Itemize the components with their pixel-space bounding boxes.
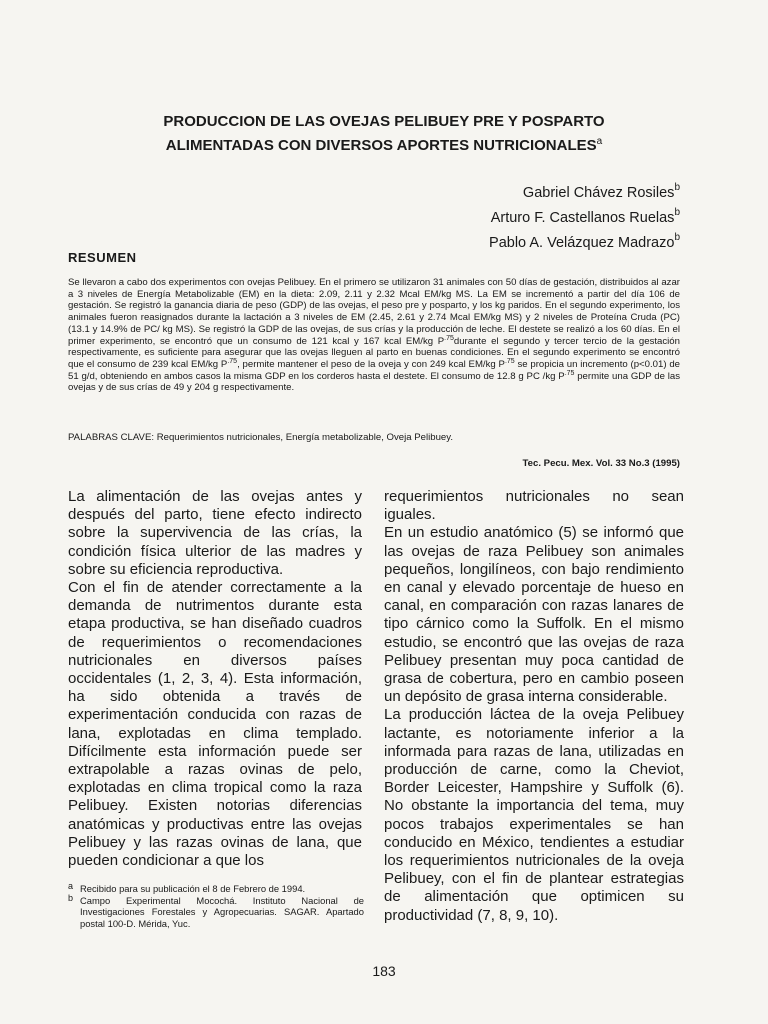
footnote-b — [68, 892, 364, 930]
abstract-part-2: durante el segundo y tercer tercio de la gestación respectivamente, es suficiente para asegurar que las ovejas lleguen al parto en buenas condiciones. En el segundo experimento se encontró que el consumo de 239 kcal EM/kg P — [68, 335, 680, 370]
abstract-heading: RESUMEN — [68, 250, 137, 265]
article-title — [100, 112, 668, 156]
title-line-2 — [100, 132, 668, 156]
exponent: .75 — [564, 369, 575, 377]
exponent: .75 — [504, 357, 515, 365]
exponent: .75 — [227, 357, 238, 365]
footnote-text: Recibido para su publicación el 8 de Febrero de 1994. — [80, 883, 306, 894]
journal-citation: Tec. Pecu. Mex. Vol. 33 No.3 (1995) — [522, 458, 680, 469]
body-paragraph: La producción láctea de la oveja Pelibuey lactante, es notoriamente inferior a la informada para razas de lana, utilizadas en producción de carne, como la Cheviot, Border Leicester, Hampshire y Suffolk (6). No obstante la importancia del tema, muy pocos trabajos experimentales se han conducido en México, tendientes a estudiar los requerimientos nutricionales de la oveja Pelibuey, con el fin de plantear estrategias de alimentación que optimicen su productividad (7, 8, 9, 10). — [384, 706, 684, 924]
body-paragraph: En un estudio anatómico (5) se informó que las ovejas de raza Pelibuey son animales pequeños, longilíneos, con bajo rendimiento en canal y elevado porcentaje de hueso en canal, en comparación con razas lanares de tipo cárnico como la Suffolk. En el mismo estudio, se encontró que las ovejas de raza Pelibuey presentan muy poca cantidad de grasa de cobertura, pero en cambio poseen un depósito de grasa interna considerable. — [384, 524, 684, 706]
footnote-mark: b — [68, 892, 74, 903]
exponent: .75 — [444, 334, 454, 342]
abstract-part-1: Se llevaron a cabo dos experimentos con ovejas Pelibuey. En el primero se utilizaron 31 animales con 50 días de gestación, distribuidos al azar a 3 niveles de Energía Metabolizable (EM) en la dieta: 2.09, 2.11 y 2.32 Mcal EM/kg MS. La EM se incrementó a partir del día 106 de gestación. Se registró la ganancia diaria de peso (GDP) de las ovejas, el peso pre y posparto, y los kg paridos. En el segundo experimento, los animales fueron reasignados durante la lactación a 3 niveles de EM (2.45, 2.61 y 2.74 Mcal EM/kg MS) y 2 niveles de Proteína Cruda (PC) (13.1 y 14.9% de PC/ kg MS). Se registró la GDP de las ovejas, de sus crías y la producción de leche. El destete se realizó a los 60 días. En el primer experimento, se encontró que un consumo de 121 kcal y 167 kcal EM/kg P — [68, 277, 680, 347]
author-affiliation-mark: b — [674, 232, 680, 243]
abstract-part-4: se propicia un incremento (p<0.01) de 51 g/d, obteniendo en ambos casos la misma GDP en los corderos hasta el destete. El consumo de 12.8 g PC /kg P — [68, 358, 681, 382]
author-name: Arturo F. Castellanos Ruelas — [490, 210, 675, 226]
body-paragraph: Con el fin de atender correctamente a la demanda de nutrimentos durante esta etapa productiva, se han diseñado cuadros de requerimientos o recomendaciones nutricionales en diversos países occidentales (1, 2, 3, 4). Esta información, ha sido obtenida a través de experimentación conducida con razas de lana, explotadas en clima templado. Difícilmente esta información puede ser extrapolable a razas ovinas de pelo, explotadas en clima tropical como la raza Pelibuey. Existen notorias diferencias anatómicas y productivas entre las ovejas Pelibuey y las razas ovinas de lana, que pueden condicionar a que los — [68, 579, 362, 870]
footnote-text: Campo Experimental Mocochá. Instituto Nacional de Investigaciones Forestales y Agropecuarias. SAGAR. Apartado postal 100-D. Mérida, Yuc. — [80, 894, 364, 929]
author-list — [489, 178, 680, 253]
author-name: Pablo A. Velázquez Madrazo — [489, 235, 675, 251]
author-3 — [489, 228, 680, 253]
author-affiliation-mark: b — [674, 182, 680, 193]
body-paragraph: requerimientos nutricionales no sean iguales. — [384, 488, 684, 524]
abstract-part-5: permite una GDP de las ovejas y de sus crías de 49 y 204 g respectivamente. — [68, 370, 680, 394]
footnotes — [68, 883, 364, 929]
author-name: Gabriel Chávez Rosiles — [522, 185, 675, 201]
author-1 — [489, 178, 680, 203]
title-footnote-mark: a — [596, 136, 603, 147]
author-2 — [489, 203, 680, 228]
abstract-part-3: , permite mantener el peso de la oveja y con 249 kcal EM/kg P — [237, 358, 505, 370]
footnote-a — [68, 883, 364, 895]
keywords: PALABRAS CLAVE: Requerimientos nutricionales, Energía metabolizable, Oveja Pelibuey. — [68, 432, 454, 443]
abstract-text — [68, 277, 680, 394]
body-paragraph: La alimentación de las ovejas antes y después del parto, tiene efecto indirecto sobre la supervivencia de las crías, la condición física ulterior de las madres y sobre su eficiencia reproductiva. — [68, 488, 362, 578]
title-line-2-text: ALIMENTADAS CON DIVERSOS APORTES NUTRICIONALES — [165, 137, 597, 154]
title-line-1: PRODUCCION DE LAS OVEJAS PELIBUEY PRE Y POSPARTO — [163, 113, 605, 130]
author-affiliation-mark: b — [674, 207, 680, 218]
body-column-left — [68, 488, 362, 870]
footnote-mark: a — [68, 881, 74, 891]
page-number: 183 — [372, 963, 396, 979]
body-column-right — [384, 488, 684, 925]
